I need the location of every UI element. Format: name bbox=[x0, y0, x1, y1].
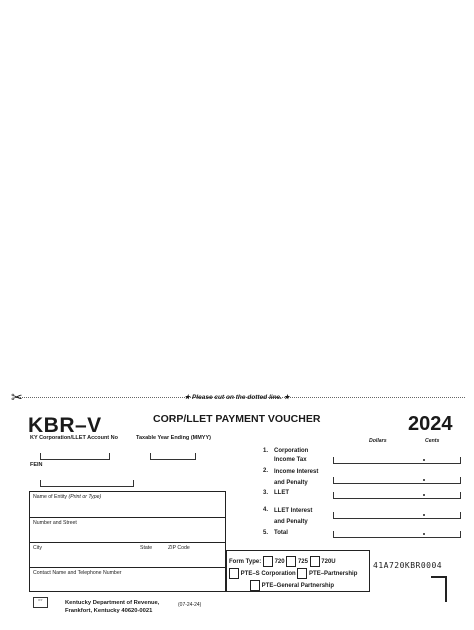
option-pte-s-label: PTE–S Corporation bbox=[240, 571, 296, 578]
checkbox-pte-general-partnership[interactable] bbox=[250, 580, 260, 591]
account-no-field[interactable] bbox=[40, 453, 110, 460]
cut-instruction: ★ Please cut on the dotted line. ★ bbox=[184, 394, 290, 401]
contact-label: Contact Name and Telephone Number bbox=[33, 570, 122, 576]
line-item-number: 5. bbox=[263, 530, 269, 536]
scanline-code: 41A720KBR0004 bbox=[373, 561, 443, 570]
decimal-point bbox=[423, 459, 425, 461]
amount-field-llet[interactable] bbox=[333, 492, 461, 499]
line-item-label: Income Interest and Penalty bbox=[274, 469, 319, 486]
taxable-year-label: Taxable Year Ending (MMYY) bbox=[136, 435, 211, 441]
option-725-label: 725 bbox=[297, 559, 308, 566]
street-label: Number and Street bbox=[33, 520, 77, 526]
line-item-label: Total bbox=[274, 530, 288, 536]
pte-gp-row bbox=[250, 580, 334, 591]
option-720-label: 720 bbox=[274, 559, 285, 566]
entity-info-box bbox=[29, 491, 226, 592]
corner-mark bbox=[431, 576, 447, 602]
checkbox-pte-s-corporation[interactable] bbox=[229, 568, 239, 579]
line-item-number: 4. bbox=[263, 507, 269, 513]
form-type-box bbox=[226, 550, 370, 592]
fein-label: FEIN bbox=[30, 462, 43, 468]
city-row[interactable] bbox=[30, 543, 225, 568]
checkbox-pte-partnership[interactable] bbox=[297, 568, 307, 579]
account-no-label: KY Corporation/LLET Account No bbox=[30, 435, 118, 441]
street-row[interactable] bbox=[30, 518, 225, 543]
department-address: Kentucky Department of Revenue, Frankfort, Kentucky 40620-0021 bbox=[65, 600, 160, 614]
form-code: KBR–V bbox=[28, 414, 102, 437]
contact-row[interactable] bbox=[30, 568, 225, 591]
checkbox-725[interactable] bbox=[286, 556, 296, 567]
option-pte-gp-label: PTE–General Partnership bbox=[261, 583, 335, 590]
scissors-icon: ✂ bbox=[11, 389, 23, 405]
dollars-header: Dollars bbox=[369, 438, 387, 444]
checkbox-720u[interactable] bbox=[310, 556, 320, 567]
option-720u-label: 720U bbox=[321, 559, 336, 566]
line-item-number: 2. bbox=[263, 468, 269, 474]
envelope-icon: KY bbox=[33, 597, 48, 608]
city-label: City bbox=[33, 545, 42, 551]
decimal-point bbox=[423, 533, 425, 535]
checkbox-720[interactable] bbox=[263, 556, 273, 567]
line-item-label: Corporation Income Tax bbox=[274, 448, 309, 463]
taxable-year-field[interactable] bbox=[150, 453, 196, 460]
line-item-label: LLET bbox=[274, 490, 289, 496]
revision-date: (07-24-24) bbox=[178, 602, 202, 608]
decimal-point bbox=[423, 494, 425, 496]
amount-field-llet-interest-penalty[interactable] bbox=[333, 512, 461, 519]
amount-field-income-interest-penalty[interactable] bbox=[333, 477, 461, 484]
decimal-point bbox=[423, 479, 425, 481]
pte-options-row bbox=[229, 568, 357, 579]
fein-field[interactable] bbox=[40, 480, 134, 487]
zip-label: ZIP Code bbox=[168, 545, 190, 551]
form-title: CORP/LLET PAYMENT VOUCHER bbox=[153, 413, 321, 425]
entity-name-label: Name of Entity (Print or Type) bbox=[33, 494, 102, 500]
state-label: State bbox=[140, 545, 153, 551]
form-type-label: Form Type: 720 725 720U bbox=[229, 556, 336, 567]
line-item-number: 3. bbox=[263, 490, 269, 496]
cents-header: Cents bbox=[425, 438, 440, 444]
decimal-point bbox=[423, 514, 425, 516]
line-item-number: 1. bbox=[263, 448, 269, 454]
entity-name-row[interactable] bbox=[30, 492, 225, 518]
tax-year: 2024 bbox=[408, 413, 453, 435]
option-pte-p-label: PTE–Partnership bbox=[309, 571, 358, 578]
amount-field-corporation-income-tax[interactable] bbox=[333, 457, 461, 464]
amount-field-total[interactable] bbox=[333, 531, 461, 538]
line-item-label: LLET Interest and Penalty bbox=[274, 508, 313, 525]
